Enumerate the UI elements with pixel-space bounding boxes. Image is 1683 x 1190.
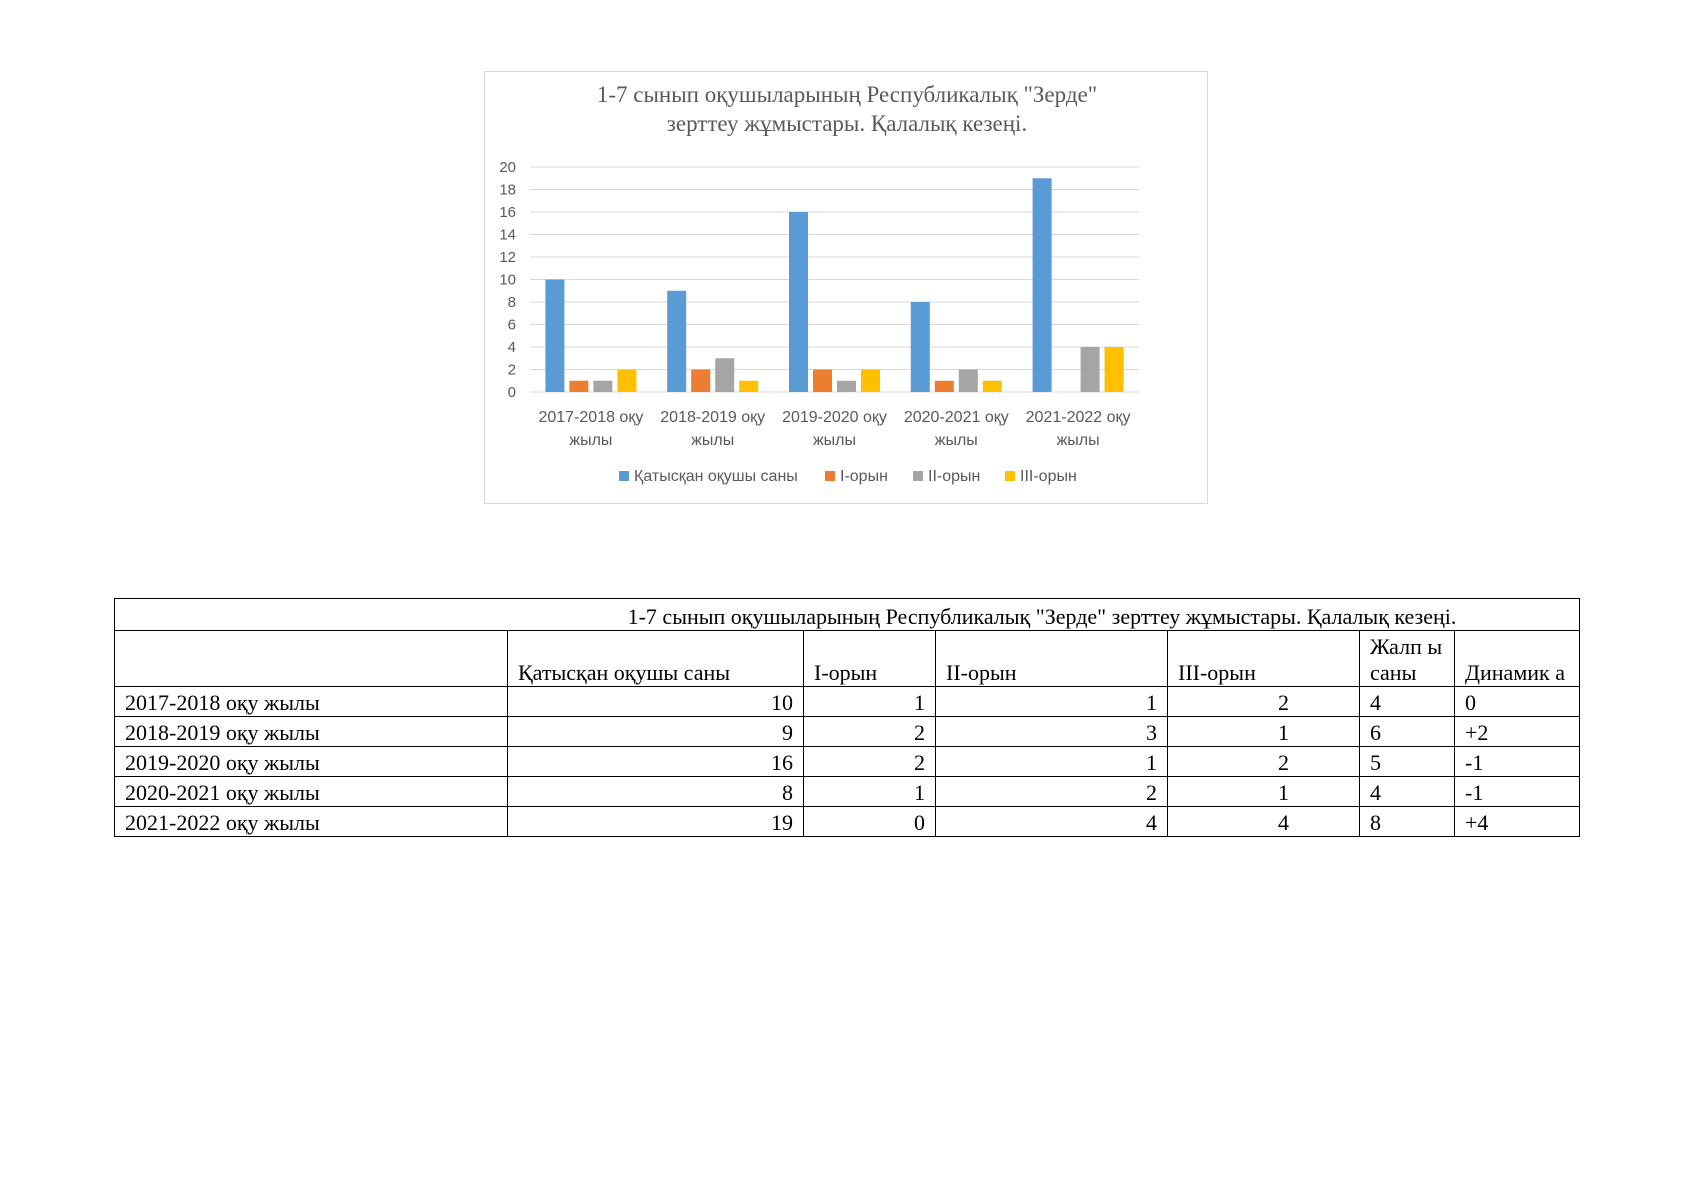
bars	[545, 178, 1123, 392]
bar-chart	[484, 71, 1208, 504]
header-cell: I-орын	[804, 631, 936, 687]
row-label-cell: 2020-2021 оқу жылы	[115, 777, 508, 807]
table-cell: 9	[508, 717, 804, 747]
bar	[1033, 178, 1052, 392]
table-cell: 1	[936, 687, 1168, 717]
legend-label: III-орын	[1020, 468, 1077, 485]
table-cell: 5	[1360, 747, 1455, 777]
y-tick-label: 12	[499, 249, 516, 266]
table-cell: 4	[1168, 807, 1360, 837]
legend-swatch	[619, 471, 629, 481]
bar	[667, 291, 686, 392]
bar	[1105, 347, 1124, 392]
table-cell: 1	[804, 687, 936, 717]
table-cell: 16	[508, 747, 804, 777]
bar	[861, 370, 880, 393]
x-axis-labels	[538, 409, 1130, 449]
bar	[837, 381, 856, 392]
table-cell: 4	[1360, 777, 1455, 807]
table-cell: -1	[1455, 777, 1580, 807]
legend-swatch	[1005, 471, 1015, 481]
bar	[1081, 347, 1100, 392]
header-cell: Жалп ы саны	[1360, 631, 1455, 687]
legend-label: I-орын	[840, 468, 888, 485]
y-tick-label: 6	[507, 316, 516, 334]
table-cell: 0	[1455, 687, 1580, 717]
legend-label: Қатысқан оқушы саны	[634, 468, 798, 485]
y-tick-label: 16	[499, 204, 516, 221]
x-category-label: жылы	[934, 432, 978, 449]
header-cell: Қатысқан оқушы саны	[508, 631, 804, 687]
header-cell: III-орын	[1168, 631, 1360, 687]
table-cell: 1	[1168, 777, 1360, 807]
x-category-label: 2019-2020 оқу	[782, 409, 887, 426]
bar	[569, 381, 588, 392]
y-tick-label: 18	[499, 181, 516, 199]
chart-title-line-1: 1-7 сынып оқушыларының Республикалық "Зерде"	[596, 82, 1098, 107]
table-cell: +4	[1455, 807, 1580, 837]
table-row	[115, 687, 1580, 717]
bar	[935, 381, 954, 392]
y-tick-label: 10	[499, 271, 516, 289]
table-cell: +2	[1455, 717, 1580, 747]
y-tick-label: 4	[507, 339, 516, 356]
table-row	[115, 777, 1580, 807]
bar	[959, 370, 978, 393]
table-cell: 0	[804, 807, 936, 837]
x-category-label: 2020-2021 оқу	[903, 409, 1009, 426]
table-cell: 4	[936, 807, 1168, 837]
bar	[691, 370, 710, 393]
x-category-label: 2017-2018 оқу	[538, 409, 644, 426]
y-tick-label: 14	[499, 226, 516, 244]
table-cell: 19	[508, 807, 804, 837]
table-row	[115, 747, 1580, 777]
y-tick-label: 8	[507, 294, 516, 311]
table-cell: 1	[1168, 717, 1360, 747]
table-cell: -1	[1455, 747, 1580, 777]
row-label-cell: 2019-2020 оқу жылы	[115, 747, 508, 777]
row-label-cell: 2021-2022 оқу жылы	[115, 807, 508, 837]
row-label-cell: 2018-2019 оқу жылы	[115, 717, 508, 747]
table-cell: 2	[1168, 687, 1360, 717]
legend-swatch	[825, 471, 835, 481]
table-cell: 8	[1360, 807, 1455, 837]
x-category-label: 2018-2019 оқу	[660, 409, 766, 426]
table-cell: 1	[804, 777, 936, 807]
table-cell: 10	[508, 687, 804, 717]
bar	[739, 381, 758, 392]
bar	[813, 370, 832, 393]
y-tick-label: 0	[507, 384, 516, 401]
x-category-label: жылы	[691, 432, 735, 449]
table-title: 1-7 сынып оқушыларының Республикалық "Зерде" зерттеу жұмыстары. Қалалық кезеңі.	[115, 599, 1580, 631]
table-header-row	[115, 631, 1580, 687]
bar	[911, 302, 930, 392]
y-tick-label: 2	[507, 361, 516, 379]
y-axis-ticks	[499, 159, 516, 401]
table-cell: 8	[508, 777, 804, 807]
data-table	[114, 598, 1580, 837]
table-cell: 2	[936, 777, 1168, 807]
table-cell: 1	[936, 747, 1168, 777]
x-category-label: жылы	[812, 432, 857, 449]
y-tick-label: 20	[499, 159, 516, 176]
table-title-row	[115, 599, 1580, 631]
row-label-cell: 2017-2018 оқу жылы	[115, 687, 508, 717]
table-cell: 6	[1360, 717, 1455, 747]
bar	[545, 280, 564, 393]
table-cell: 2	[804, 747, 936, 777]
table-cell: 4	[1360, 687, 1455, 717]
header-cell: Динамик а	[1455, 631, 1580, 687]
bar	[617, 370, 636, 393]
bar	[789, 212, 808, 392]
legend	[619, 468, 1077, 485]
header-cell: II-орын	[936, 631, 1168, 687]
bar	[983, 381, 1002, 392]
chart-canvas	[485, 72, 1209, 505]
legend-label: II-орын	[928, 468, 981, 485]
table-cell: 2	[804, 717, 936, 747]
chart-title-line-2: зерттеу жұмыстары. Қалалық кезеңі.	[666, 111, 1028, 136]
table-cell: 2	[1168, 747, 1360, 777]
legend-swatch	[913, 471, 923, 481]
table-cell: 3	[936, 717, 1168, 747]
header-cell	[115, 631, 508, 687]
bar	[715, 358, 734, 392]
x-category-label: жылы	[1056, 432, 1100, 449]
bar	[593, 381, 612, 392]
table-row	[115, 717, 1580, 747]
x-category-label: жылы	[569, 432, 613, 449]
table-row	[115, 807, 1580, 837]
x-category-label: 2021-2022 оқу	[1025, 409, 1131, 426]
